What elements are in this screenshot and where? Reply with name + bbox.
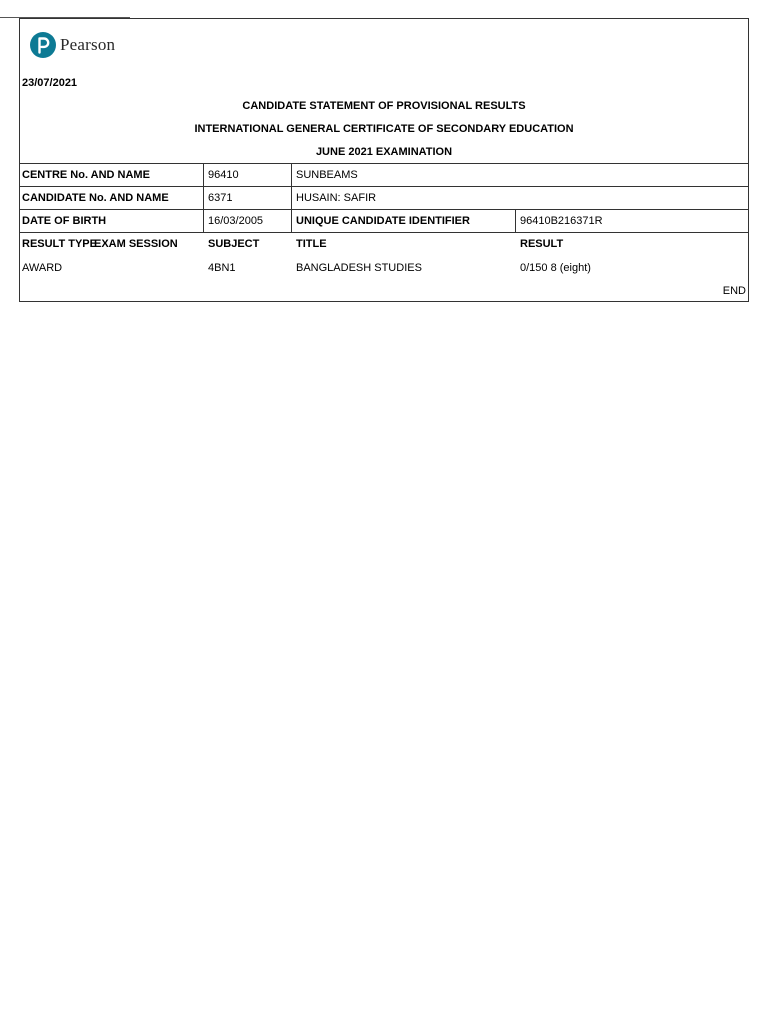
pearson-wordmark: Pearson — [60, 35, 116, 54]
end-marker: END — [722, 285, 746, 297]
subject-title: BANGLADESH STUDIES — [296, 262, 422, 274]
qualification-title: INTERNATIONAL GENERAL CERTIFICATE OF SECONDARY EDUCATION — [194, 123, 574, 135]
exam-session-header: EXAM SESSION — [94, 238, 178, 250]
column-divider — [203, 163, 204, 232]
birth-date-value: 16/03/2005 — [208, 215, 264, 227]
statement-date: 23/07/2021 — [22, 77, 78, 89]
examination-title: JUNE 2021 EXAMINATION — [315, 146, 453, 158]
column-divider — [515, 209, 516, 232]
uci-label: UNIQUE CANDIDATE IDENTIFIER — [296, 215, 470, 227]
subject-header: SUBJECT — [208, 238, 260, 250]
title-header: TITLE — [296, 238, 327, 250]
subject-code: 4BN1 — [208, 262, 236, 274]
centre-label: CENTRE No. AND NAME — [22, 169, 150, 181]
results-statement — [19, 18, 749, 302]
row-divider — [20, 186, 748, 187]
birth-date-label: DATE OF BIRTH — [22, 215, 107, 227]
row-divider — [20, 232, 748, 233]
pearson-p-icon — [30, 32, 56, 58]
result-type-value: AWARD — [22, 262, 63, 274]
result-header: RESULT — [520, 238, 564, 250]
uci-value: 96410B216371R — [520, 215, 603, 227]
result-type-header: RESULT TYPE — [22, 238, 97, 250]
row-divider — [20, 209, 748, 210]
candidate-label: CANDIDATE No. AND NAME — [22, 192, 169, 204]
pearson-logo — [30, 30, 115, 60]
row-divider — [20, 163, 748, 164]
column-divider — [291, 163, 292, 232]
result-value: 0/150 8 (eight) — [520, 262, 591, 274]
candidate-name: HUSAIN: SAFIR — [296, 192, 377, 204]
centre-number: 96410 — [208, 169, 239, 181]
centre-name: SUNBEAMS — [296, 169, 358, 181]
candidate-number: 6371 — [208, 192, 233, 204]
statement-title: CANDIDATE STATEMENT OF PROVISIONAL RESULTS — [242, 100, 526, 112]
